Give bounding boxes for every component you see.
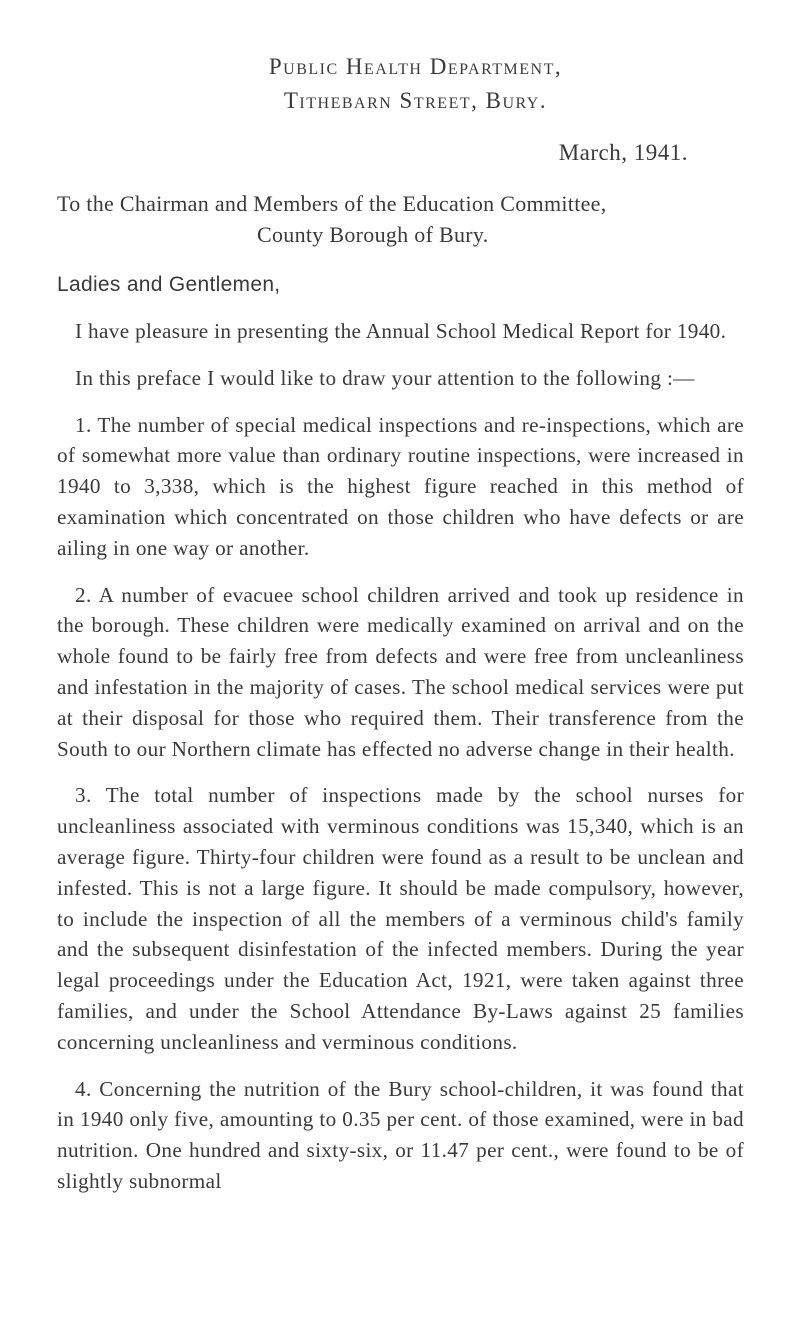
paragraph-item-3: 3. The total number of inspections made by the school nurses for uncleanliness associated with verminous conditions was 15,340, which is an average figure. Thirty-four children were found as a result to be unclean and infested. This is not a large figure. It should be made compulsory, however, to include the inspection of all the members of a verminous child's family and the subsequent disinfestation of the infected members. During the year legal proceedings under the Education Act, 1921, were taken against three families, and under the School Attendance By-Laws against 25 families concerning uncleanliness and verminous conditions. — [57, 783, 744, 1054]
salutation: Ladies and Gentlemen, — [57, 273, 281, 296]
letterhead-address: Tithebarn Street, Bury. — [283, 88, 548, 113]
addressee-line-1: To the Chairman and Members of the Education Committee, — [57, 191, 607, 216]
paragraph-intro: I have pleasure in presenting the Annual School Medical Report for 1940. — [75, 319, 727, 343]
paragraph-item-1: 1. The number of special medical inspections and re-inspections, which are of somewhat more value than ordinary routine inspections, were increased in 1940 to 3,338, which is the highest figure reached in this method of examination which concentrated on those children who have defects or are ailing in one way or another. — [57, 412, 744, 560]
addressee-line-2: County Borough of Bury. — [257, 222, 489, 247]
paragraph-item-4: 4. Concerning the nutrition of the Bury school-children, it was found that in 1940 only five, amounting to 0.35 per cent. of those examined, were in bad nutrition. One hundred and sixty-six, or 11.47 per cent., were found to be of slightly subnormal — [57, 1076, 744, 1193]
letterhead-department: Public Health Department, — [268, 54, 563, 79]
letter-date: March, 1941. — [558, 140, 688, 165]
paragraph-item-2: 2. A number of evacuee school children arrived and took up residence in the borough. These children were medically examined on arrival and on the whole found to be fairly free from defects and were free from uncleanliness and infestation in the majority of cases. The school medical services were put at their disposal for those who required them. Their transference from the South to our Northern climate has effected no adverse change in their health. — [57, 582, 744, 761]
paragraph-preface: In this preface I would like to draw your attention to the following :— — [75, 365, 695, 390]
